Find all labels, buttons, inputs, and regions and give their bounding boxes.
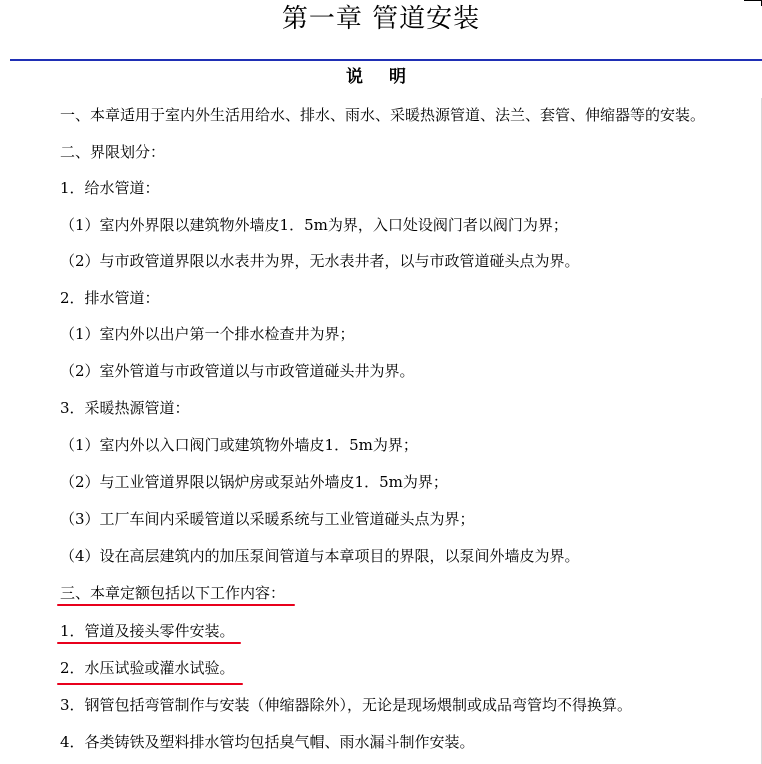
- text-line: （4）设在高层建筑内的加压泵间管道与本章项目的界限，以泵间外墙皮为界。: [60, 547, 580, 565]
- text-line: （1）室内外以出户第一个排水检查井为界；: [60, 325, 355, 343]
- text-line: 4．各类铸铁及塑料排水管均包括臭气帽、雨水漏斗制作安装。: [60, 733, 475, 751]
- red-underline: [57, 604, 295, 606]
- text-line: 2．排水管道：: [60, 289, 160, 307]
- text-line: （2）与市政管道界限以水表井为界，无水表井者，以与市政管道碰头点为界。: [60, 252, 580, 270]
- text-line: （3）工厂车间内采暖管道以采暖系统与工业管道碰头点为界；: [60, 510, 475, 528]
- text-line: （1）室内外界限以建筑物外墙皮1．5m为界，入口处设阀门者以阀门为界；: [60, 216, 568, 234]
- text-line: 1．给水管道：: [60, 179, 160, 197]
- text-line: 3．采暖热源管道：: [60, 399, 190, 417]
- text-line: 1．管道及接头零件安装。: [60, 622, 235, 640]
- text-line: 一、本章适用于室内外生活用给水、排水、雨水、采暖热源管道、法兰、套管、伸缩器等的安装。: [60, 106, 706, 124]
- text-line: 二、界限划分：: [60, 143, 166, 161]
- section-heading: 说 明: [346, 67, 416, 87]
- corner-mark: [744, 0, 762, 6]
- text-line: 三、本章定额包括以下工作内容：: [60, 584, 286, 602]
- title-rule: [10, 59, 762, 61]
- red-underline: [57, 683, 243, 685]
- text-line: 2．水压试验或灌水试验。: [60, 659, 235, 677]
- chapter-title: 第一章 管道安装: [281, 4, 481, 34]
- text-line: （2）与工业管道界限以锅炉房或泵站外墙皮1．5m为界；: [60, 473, 448, 491]
- red-underline: [57, 642, 241, 644]
- text-line: （2）室外管道与市政管道以与市政管道碰头井为界。: [60, 362, 415, 380]
- text-line: （1）室内外以入口阀门或建筑物外墙皮1．5m为界；: [60, 436, 418, 454]
- text-line: 3．钢管包括弯管制作与安装（伸缩器除外），无论是现场煨制或成品弯管均不得换算。: [60, 696, 633, 714]
